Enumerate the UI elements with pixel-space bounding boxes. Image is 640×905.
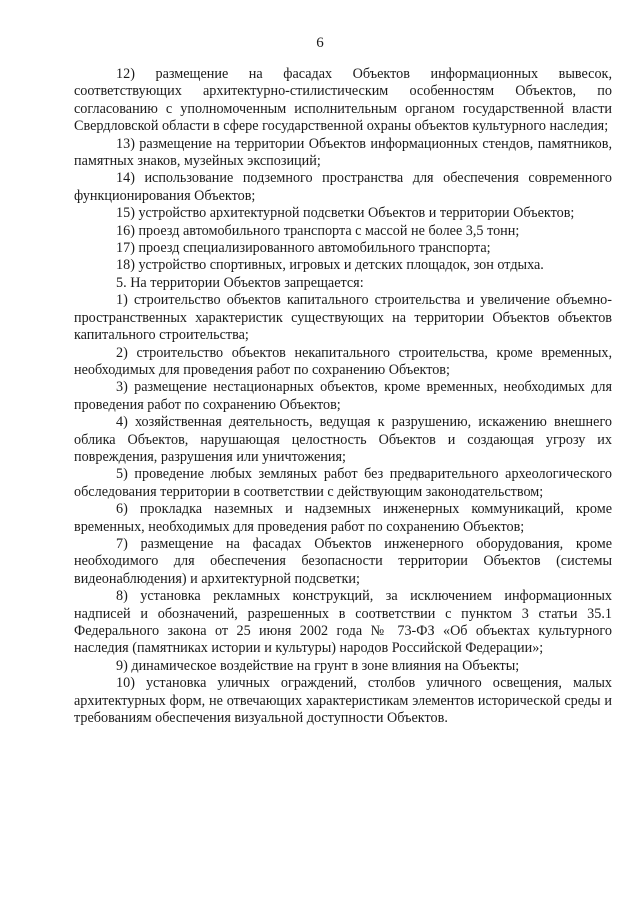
section-heading-prohibited: 5. На территории Объектов запрещается:	[116, 274, 364, 291]
prohibited-item-8: 8) установка рекламных конструкций, за исключением информационных надписей и обозначений, разрешенных в соответствии с пунктом 3 статьи 35.1 Федерального закона от 25 июня 2002 года № 73-ФЗ «Об объектах культурного наследия (памятниках истории и культуры) народов Российской Федерации»;	[74, 588, 612, 657]
paragraph-item-18: 18) устройство спортивных, игровых и детских площадок, зон отдыха.	[116, 257, 544, 274]
page-number: 6	[316, 35, 324, 51]
prohibited-item-1: 1) строительство объектов капитального строительства и увеличение объемно-пространственных характеристик существующих на территории Объектов объектов капитального строительства;	[74, 292, 612, 344]
prohibited-item-9: 9) динамическое воздействие на грунт в зоне влияния на Объекты;	[116, 657, 520, 674]
prohibited-item-10: 10) установка уличных ограждений, столбов уличного освещения, малых архитектурных форм, не отвечающих характеристикам элементов исторической среды и требованиям обеспечения визуальной доступности Объектов.	[74, 675, 612, 727]
prohibited-item-2: 2) строительство объектов некапитального строительства, кроме временных, необходимых для проведения работ по сохранению Объектов;	[74, 344, 612, 378]
paragraph-item-15: 15) устройство архитектурной подсветки Объектов и территории Объектов;	[116, 205, 575, 222]
prohibited-item-6: 6) прокладка наземных и надземных инженерных коммуникаций, кроме временных, необходимых для проведения работ по сохранению Объектов;	[74, 501, 612, 535]
paragraph-item-14: 14) использование подземного пространства для обеспечения современного функционирования Объектов;	[74, 170, 612, 204]
document-body	[74, 66, 612, 727]
paragraph-item-17: 17) проезд специализированного автомобильного транспорта;	[116, 240, 491, 257]
prohibited-item-3: 3) размещение нестационарных объектов, кроме временных, необходимых для проведения работ по сохранению Объектов;	[74, 379, 612, 413]
prohibited-item-4: 4) хозяйственная деятельность, ведущая к разрушению, искажению внешнего облика Объектов, нарушающая целостность Объектов и создающая угрозу их повреждения, разрушения или уничтожения;	[74, 414, 612, 465]
prohibited-item-7: 7) размещение на фасадах Объектов инженерного оборудования, кроме необходимого для обеспечения безопасности территории Объектов (системы видеонаблюдения) и архитектурной подсветки;	[74, 535, 612, 587]
paragraph-item-13: 13) размещение на территории Объектов информационных стендов, памятников, памятных знаков, музейных экспозиций;	[74, 135, 612, 170]
paragraph-item-16: 16) проезд автомобильного транспорта с массой не более 3,5 тонн;	[116, 222, 520, 239]
paragraph-item-12: 12) размещение на фасадах Объектов информационных вывесок, соответствующих архитектурно-стилистическим особенностям Объектов, по согласованию с уполномоченным исполнительным органом государственной власти Свердловской области в сфере государственной охраны объектов культурного наследия;	[74, 66, 612, 135]
prohibited-item-5: 5) проведение любых земляных работ без предварительного археологического обследования территории в соответствии с действующим законодательством;	[74, 466, 612, 500]
